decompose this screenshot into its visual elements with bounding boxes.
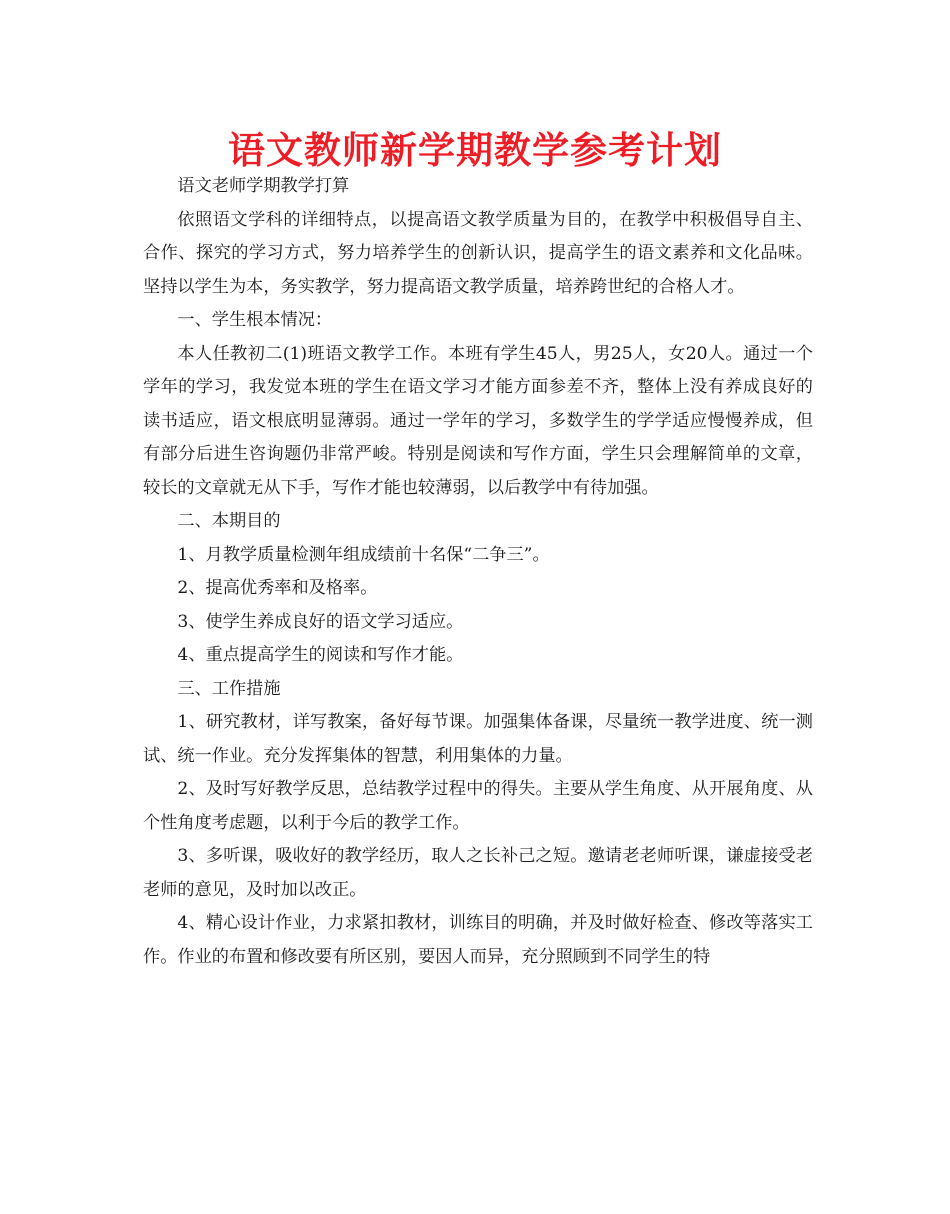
section-heading-1: 一、学生根本情况： — [177, 310, 333, 330]
goal-item-4: 4、重点提高学生的阅读和写作才能。 — [177, 645, 464, 665]
section-heading-3: 三、工作措施 — [177, 678, 281, 699]
measure-item-2: 2、及时写好教学反思，总结教学过程中的得失。主要从学生角度、从开展角度、从个性角度考虑题，以利于今后的教学工作。 — [143, 779, 813, 833]
goal-item-2: 2、提高优秀率和及格率。 — [177, 578, 378, 598]
measure-item-4: 4、精心设计作业，力求紧扣教材，训练目的明确，并及时做好检查、修改等落实工作。作业的布置和修改要有所区别，要因人而异，充分照顾到不同学生的特 — [143, 913, 813, 967]
intro-paragraph: 依照语文学科的详细特点，以提高语文教学质量为目的，在教学中积极倡导自主、合作、探究的学习方式，努力培养学生的创新认识，提高学生的语文素养和文化品味。坚持以学生为本，务实教学，努力提高语文教学质量，培养跨世纪的合格人才。 — [143, 209, 813, 297]
student-situation-paragraph: 本人任教初二(1)班语文教学工作。本班有学生45人，男25人，女20人。通过一个学年的学习，我发觉本班的学生在语文学习才能方面参差不齐，整体上没有养成良好的读书适应，语文根底明显薄弱。通过一学年的学习，多数学生的学学适应慢慢养成，但有部分后进生咨询题仍非常严峻。特别是阅读和写作方面，学生只会理解简单的文章，较长的文章就无从下手，写作才能也较薄弱，以后教学中有待加强。 — [143, 343, 813, 498]
measure-item-3: 3、多听课，吸收好的教学经历，取人之长补己之短。邀请老老师听课，谦虚接受老老师的意见，及时加以改正。 — [143, 846, 813, 900]
measure-item-1: 1、研究教材，详写教案，备好每节课。加强集体备课，尽量统一教学进度、统一测试、统一作业。充分发挥集体的智慧，利用集体的力量。 — [143, 712, 813, 766]
section-heading-2: 二、本期目的 — [177, 511, 281, 531]
subtitle-paragraph: 语文老师学期教学打算 — [177, 176, 350, 196]
goal-item-3: 3、使学生养成良好的语文学习适应。 — [177, 611, 464, 632]
goal-item-1: 1、月教学质量检测年组成绩前十名保“二争三”。 — [177, 544, 550, 565]
document-title: 语文教师新学期教学参考计划 — [228, 128, 722, 172]
document-body — [143, 170, 813, 974]
